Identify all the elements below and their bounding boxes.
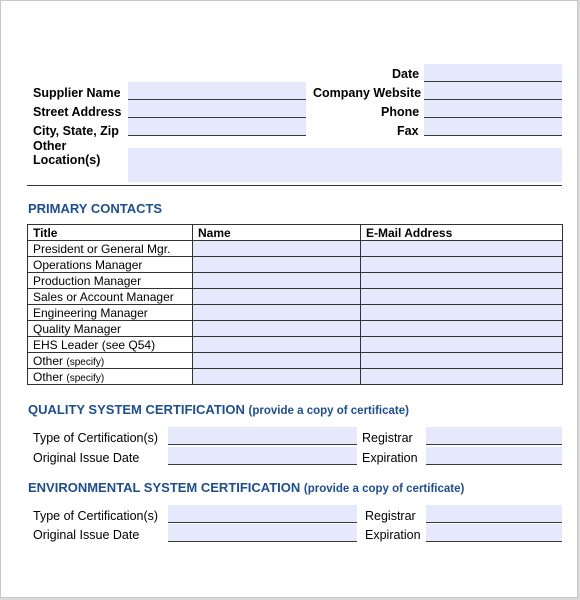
table-row: [28, 241, 563, 257]
quality-cert-title: QUALITY SYSTEM CERTIFICATION: [28, 402, 245, 417]
environmental-type-label: Type of Certification(s): [33, 509, 159, 523]
other-locations-field-1[interactable]: [128, 148, 562, 166]
quality-type-field[interactable]: [168, 427, 357, 445]
quality-expiration-field[interactable]: [426, 447, 562, 465]
quality-cert-heading: [28, 402, 409, 417]
quality-type-label: Type of Certification(s): [33, 431, 159, 445]
contact-title: Engineering Manager: [28, 305, 193, 321]
contacts-header-row: [28, 225, 563, 241]
table-row: [28, 273, 563, 289]
supplier-name-label: Supplier Name: [33, 86, 121, 100]
quality-expiration-label: Expiration: [362, 451, 418, 465]
table-row: [28, 257, 563, 273]
contact-title: Operations Manager: [28, 257, 193, 273]
environmental-registrar-label: Registrar: [365, 509, 416, 523]
contact-title: Other (specify): [28, 353, 193, 369]
primary-contacts-heading: PRIMARY CONTACTS: [28, 201, 163, 216]
contact-email-field[interactable]: [361, 337, 563, 353]
environmental-expiration-label: Expiration: [365, 528, 421, 542]
street-address-label: Street Address: [33, 105, 122, 119]
phone-label: Phone: [381, 105, 420, 119]
environmental-registrar-field[interactable]: [426, 505, 562, 523]
specify-note: (specify): [66, 356, 105, 368]
environmental-cert-heading: [28, 480, 464, 495]
contact-title: EHS Leader (see Q54): [28, 337, 193, 353]
city-state-zip-field[interactable]: [128, 118, 306, 136]
street-address-field[interactable]: [128, 100, 306, 118]
other-locations-field-2[interactable]: [128, 166, 562, 182]
environmental-cert-title: ENVIRONMENTAL SYSTEM CERTIFICATION: [28, 480, 301, 495]
contact-email-field[interactable]: [361, 289, 563, 305]
quality-registrar-field[interactable]: [426, 427, 562, 445]
environmental-type-field[interactable]: [168, 505, 357, 523]
environmental-issue-date-field[interactable]: [168, 524, 357, 542]
contact-name-field[interactable]: [193, 369, 361, 385]
table-row: [28, 321, 563, 337]
quality-registrar-label: Registrar: [362, 431, 413, 445]
contact-title: Quality Manager: [28, 321, 193, 337]
date-field[interactable]: [424, 64, 562, 82]
primary-contacts-table: [27, 224, 563, 385]
phone-field[interactable]: [424, 100, 562, 118]
fax-field[interactable]: [424, 118, 562, 136]
contact-email-field[interactable]: [361, 273, 563, 289]
contact-name-field[interactable]: [193, 337, 361, 353]
company-website-label: Company Website: [313, 86, 422, 100]
supplier-name-field[interactable]: [128, 82, 306, 100]
contact-email-field[interactable]: [361, 241, 563, 257]
contact-title: Sales or Account Manager: [28, 289, 193, 305]
contact-name-field[interactable]: [193, 353, 361, 369]
company-website-field[interactable]: [424, 82, 562, 100]
contact-name-field[interactable]: [193, 241, 361, 257]
table-row: [28, 337, 563, 353]
city-state-zip-label: City, State, Zip: [33, 124, 119, 138]
contact-email-field[interactable]: [361, 369, 563, 385]
date-label: Date: [392, 67, 420, 81]
contact-email-field[interactable]: [361, 305, 563, 321]
quality-cert-note: (provide a copy of certificate): [248, 405, 409, 417]
contact-name-field[interactable]: [193, 257, 361, 273]
environmental-issue-date-label: Original Issue Date: [33, 528, 140, 542]
specify-note: (specify): [66, 372, 105, 384]
contact-name-field[interactable]: [193, 273, 361, 289]
environmental-expiration-field[interactable]: [426, 524, 562, 542]
contact-name-field[interactable]: [193, 321, 361, 337]
contact-title: Other (specify): [28, 369, 193, 385]
contact-name-field[interactable]: [193, 305, 361, 321]
environmental-cert-note: (provide a copy of certificate): [303, 483, 465, 495]
contact-title: Production Manager: [28, 273, 193, 289]
column-header-email: E-Mail Address: [361, 225, 563, 241]
table-row: [28, 353, 563, 369]
contact-email-field[interactable]: [361, 257, 563, 273]
contact-email-field[interactable]: [361, 353, 563, 369]
contact-name-field[interactable]: [193, 289, 361, 305]
fax-label: Fax: [397, 124, 419, 138]
table-row: [28, 289, 563, 305]
contact-title: President or General Mgr.: [28, 241, 193, 257]
quality-issue-date-label: Original Issue Date: [33, 451, 140, 465]
section-divider: [27, 185, 562, 186]
column-header-name: Name: [193, 225, 361, 241]
contact-email-field[interactable]: [361, 321, 563, 337]
other-locations-label-line1: Other: [33, 139, 67, 153]
table-row: [28, 369, 563, 385]
quality-issue-date-field[interactable]: [168, 447, 357, 465]
other-locations-label-line2: Location(s): [33, 153, 101, 167]
table-row: [28, 305, 563, 321]
column-header-title: Title: [28, 225, 193, 241]
